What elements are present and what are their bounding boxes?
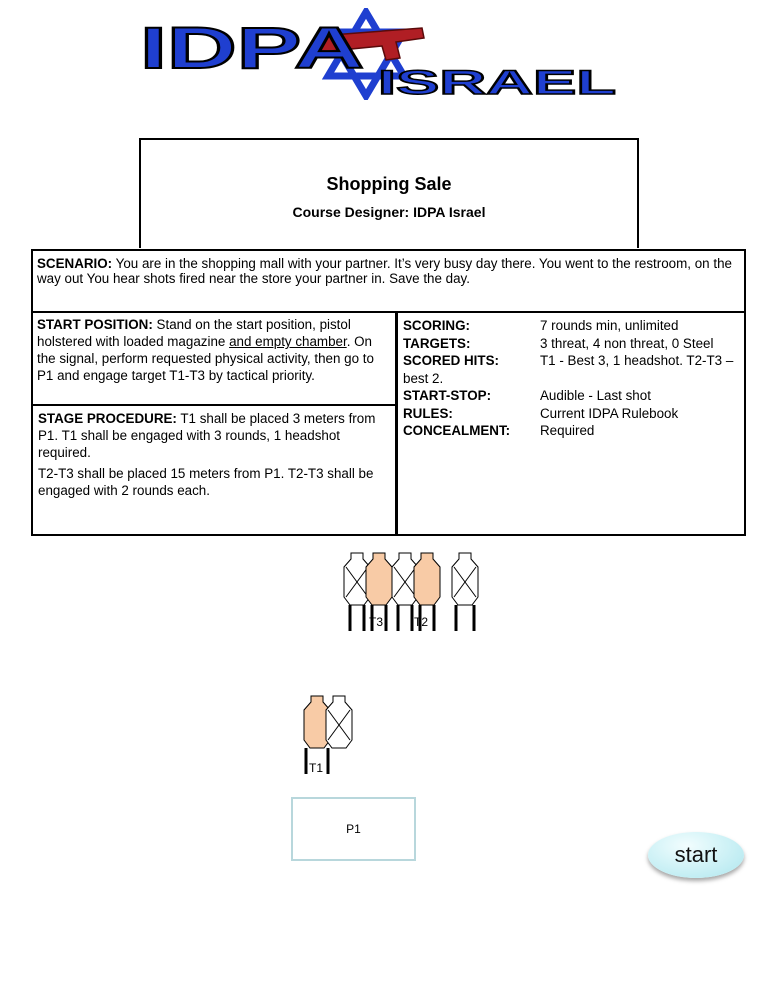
start-stop-label: START-STOP: (403, 388, 492, 403)
scored-hits-value: T1 - Best 3, 1 headshot. T2-T3 – best 2. (403, 353, 734, 386)
start-stop-value: Audible - Last shot (540, 388, 651, 403)
scoring-label: SCORING: (403, 318, 470, 333)
start-position-label: START POSITION: (37, 317, 153, 332)
targets-value: 3 threat, 4 non threat, 0 Steel (540, 335, 714, 351)
rules-row (403, 405, 739, 423)
stage-title: Shopping Sale (326, 174, 452, 194)
scored-hits-row (403, 352, 739, 387)
stage-info-section (396, 312, 746, 536)
idpa-israel-logo (138, 8, 620, 100)
stage-procedure-label: STAGE PROCEDURE: (38, 411, 177, 426)
stage-procedure-section (31, 405, 397, 536)
scoring-row (403, 317, 739, 335)
course-designer: Course Designer: IDPA Israel (292, 204, 486, 220)
start-position-text: Stand on the start position, pistol holstered with loaded magazine (37, 317, 351, 349)
p1-position-box (291, 797, 416, 861)
rules-value: Current IDPA Rulebook (540, 405, 679, 421)
target-non-threat (452, 553, 478, 631)
start-stop-row (403, 387, 739, 405)
target-non-threat (326, 696, 352, 748)
logo-text-israel: ISRAEL (378, 64, 616, 100)
start-position-underlined: and empty chamber (229, 334, 347, 349)
concealment-value: Required (540, 423, 595, 438)
stage-procedure-para2: T2-T3 shall be placed 15 meters from P1. T2-T3 shall be engaged with 2 rounds each. (38, 466, 374, 498)
concealment-label: CONCEALMENT: (403, 423, 511, 438)
scenario-label: SCENARIO: (37, 256, 113, 271)
title-box (139, 138, 639, 248)
t3-label: T3 (369, 615, 384, 629)
start-position-section (31, 312, 397, 406)
scoring-value: 7 rounds min, unlimited (540, 318, 679, 333)
p1-label: P1 (346, 822, 361, 836)
scenario-text: You are in the shopping mall with your partner. It’s very busy day there. You went to the restroom, on the way out You hear shots fired near the store your partner in. Save the day. (37, 256, 732, 286)
start-position-text-after: . On the signal, perform requested physical activity, then go to P1 and engage target T1-T3 by tactical priority. (37, 334, 374, 383)
scored-hits-label: SCORED HITS: (403, 353, 499, 368)
t2-label: T2 (414, 615, 429, 629)
start-button[interactable] (648, 832, 744, 878)
rules-label: RULES: (403, 405, 453, 421)
logo-text-idpa: IDPA (140, 16, 364, 81)
targets-diagram (0, 540, 768, 800)
concealment-row (403, 422, 739, 440)
scenario-section (31, 249, 746, 313)
targets-row (403, 335, 739, 353)
stage-procedure-para1: T1 shall be placed 3 meters from P1. T1 shall be engaged with 3 rounds, 1 headshot required. (38, 411, 376, 460)
targets-label: TARGETS: (403, 335, 471, 351)
t1-label: T1 (309, 761, 324, 775)
start-button-label: start (674, 842, 718, 867)
